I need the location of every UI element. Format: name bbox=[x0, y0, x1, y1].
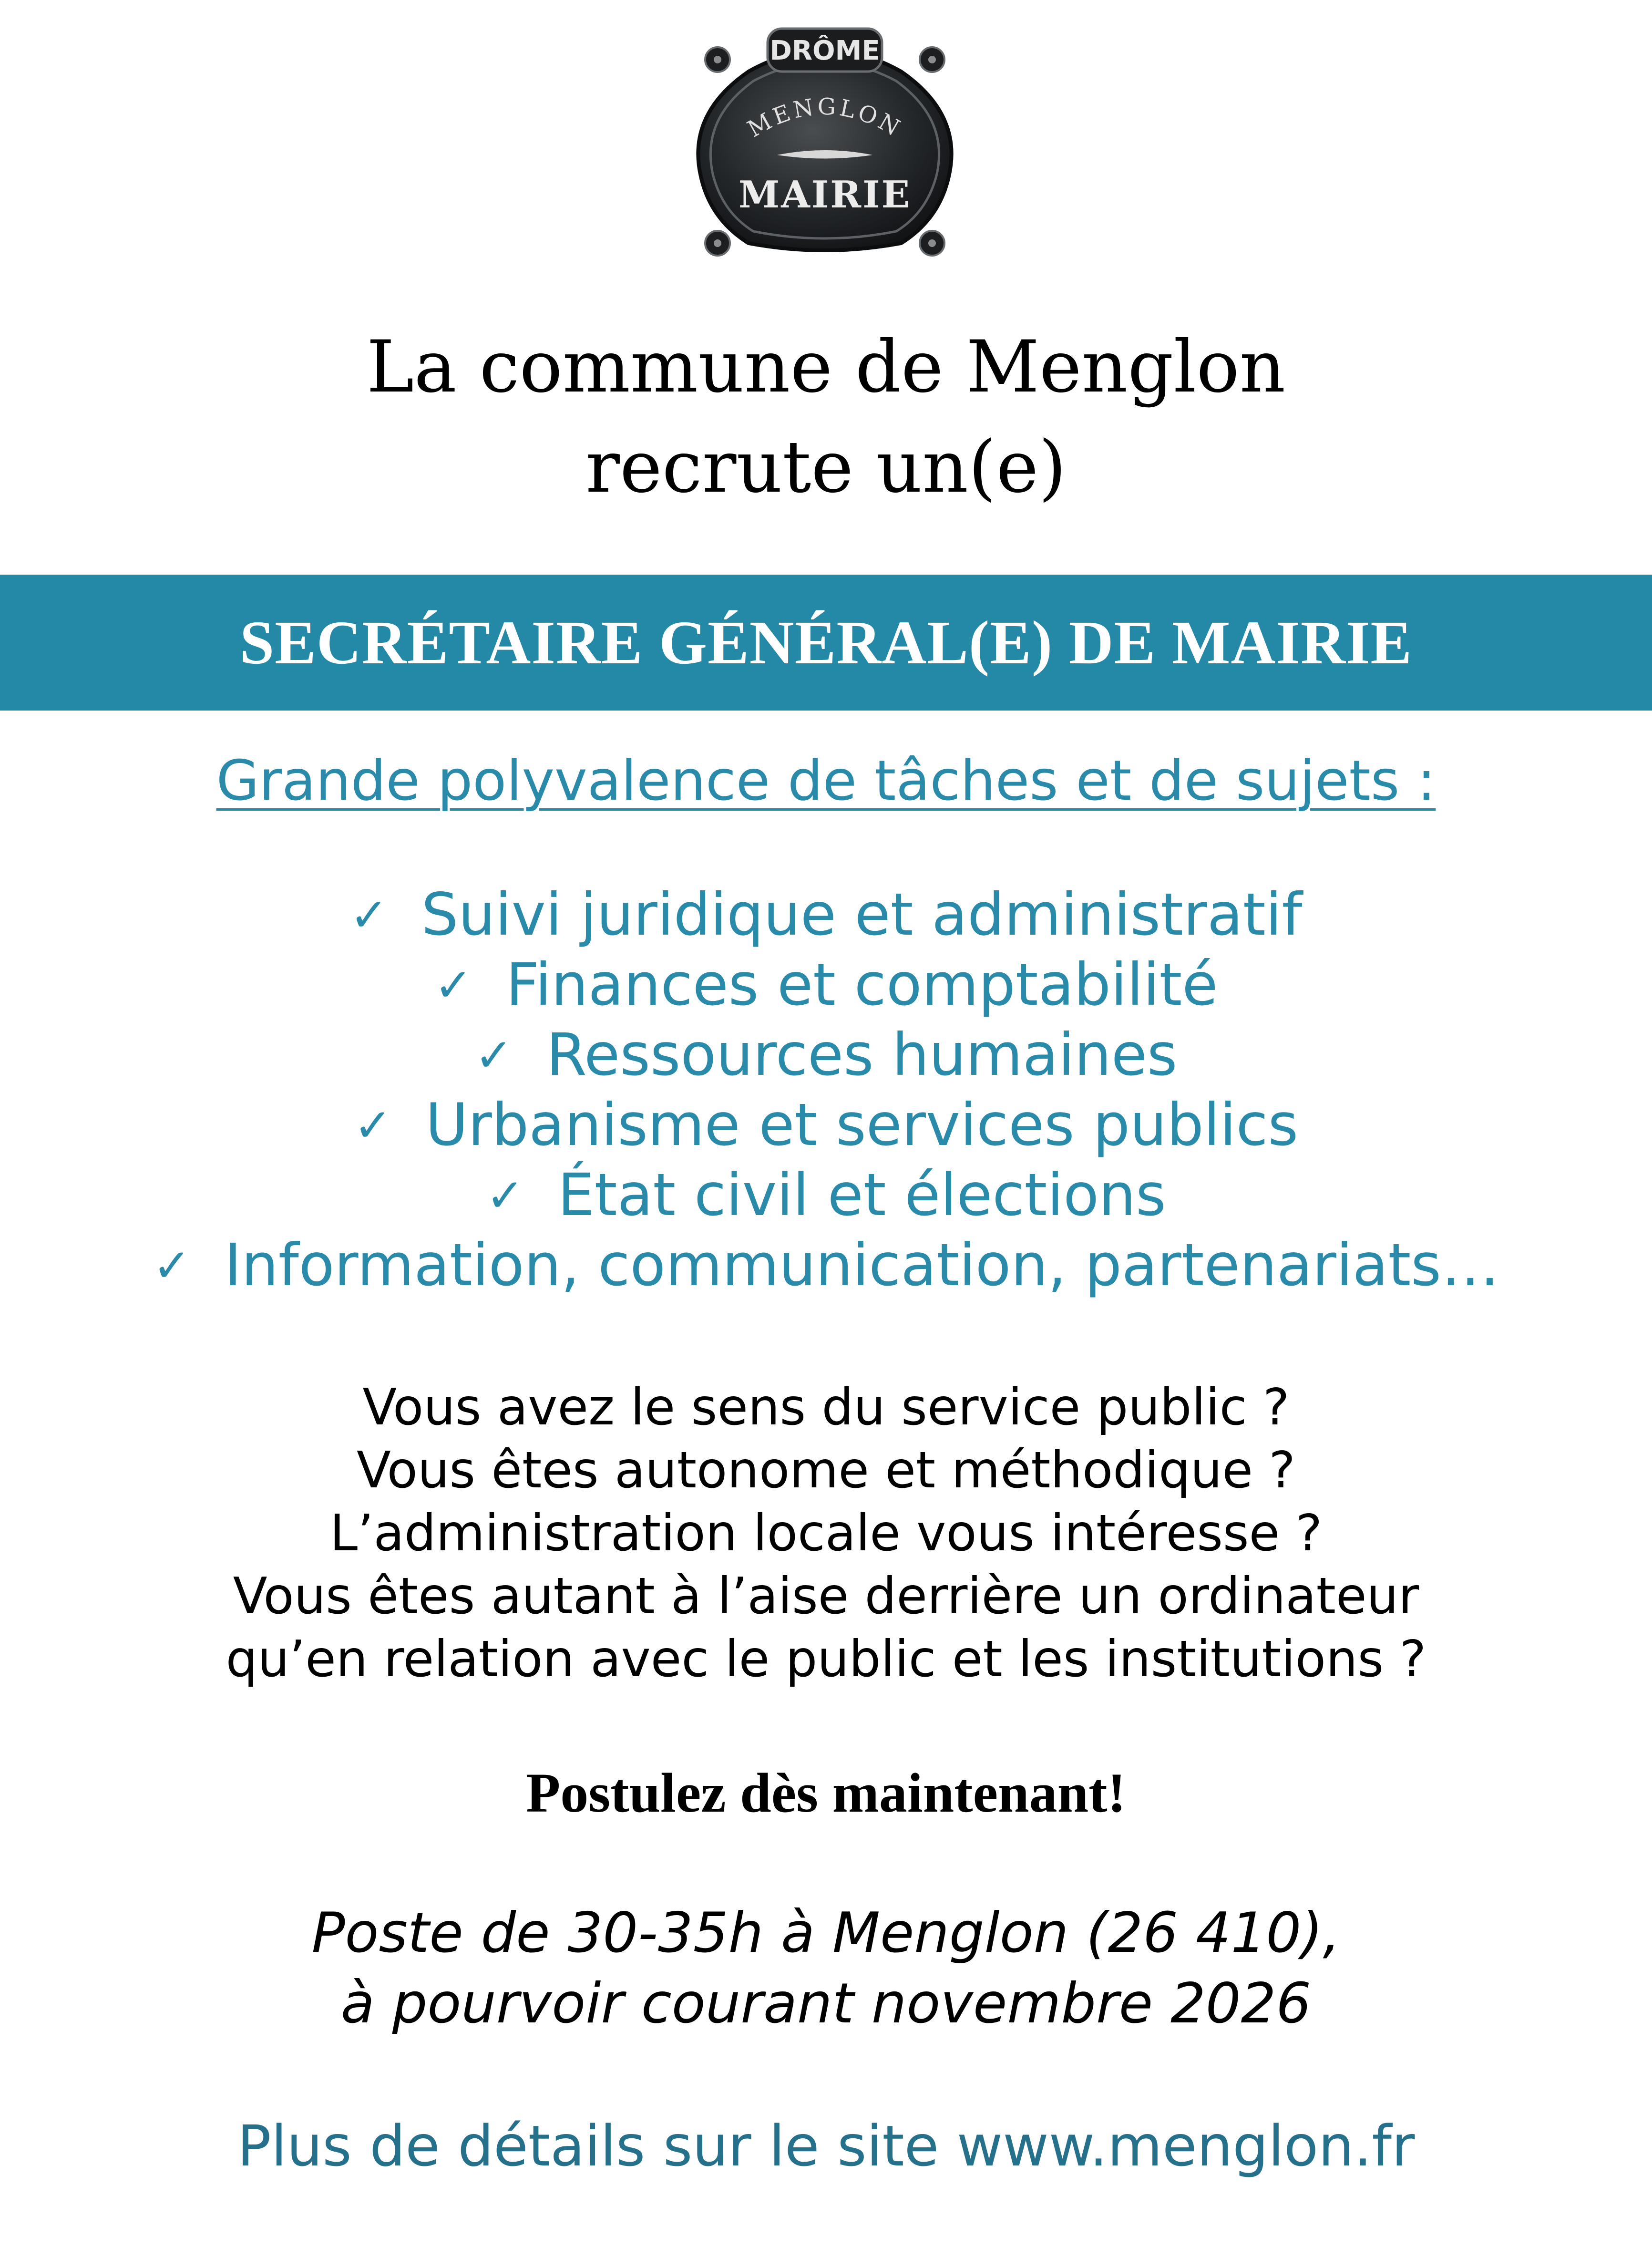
logo-arc-text: MENGLON bbox=[743, 93, 907, 143]
job-title-banner bbox=[0, 575, 1652, 711]
task-item bbox=[0, 1160, 1652, 1230]
question-line: qu’en relation avec le public et les institutions ? bbox=[226, 1630, 1426, 1688]
checkmark-icon: ✓ bbox=[474, 1029, 513, 1082]
headline-line-2: recrute un(e) bbox=[585, 426, 1067, 509]
question-line: Vous êtes autonome et méthodique ? bbox=[356, 1441, 1296, 1499]
task-label: Suivi juridique et administratif bbox=[421, 881, 1303, 948]
question-line: Vous êtes autant à l’aise derrière un ordinateur bbox=[233, 1567, 1419, 1625]
job-title: SECRÉTAIRE GÉNÉRAL(E) DE MAIRIE bbox=[239, 608, 1413, 677]
task-label: Finances et comptabilité bbox=[506, 951, 1218, 1019]
headline-line-1: La commune de Menglon bbox=[366, 326, 1286, 409]
task-item bbox=[0, 1090, 1652, 1160]
task-item bbox=[0, 1230, 1652, 1300]
task-label: Ressources humaines bbox=[546, 1021, 1178, 1089]
details-line-2: à pourvoir courant novembre 2026 bbox=[340, 1971, 1312, 2036]
checkmark-icon: ✓ bbox=[153, 1239, 191, 1292]
task-list bbox=[0, 880, 1652, 1300]
details-line-1: Poste de 30-35h à Menglon (26 410), bbox=[311, 1901, 1341, 1965]
task-label: Information, communication, partenariats… bbox=[224, 1231, 1499, 1299]
question-line: L’administration locale vous intéresse ? bbox=[329, 1504, 1323, 1562]
checkmark-icon: ✓ bbox=[349, 888, 388, 942]
logo-main-text: MAIRIE bbox=[738, 173, 912, 216]
mairie-plaque-logo bbox=[682, 19, 968, 267]
question-line: Vous avez le sens du service public ? bbox=[362, 1378, 1290, 1436]
task-item bbox=[0, 950, 1652, 1020]
tasks-heading: Grande polyvalence de tâches et de sujets : bbox=[216, 749, 1436, 813]
position-details bbox=[0, 1898, 1652, 2039]
call-to-action: Postulez dès maintenant! bbox=[526, 1762, 1126, 1824]
website-info: Plus de détails sur le site www.menglon.fr bbox=[237, 2113, 1415, 2179]
logo-top-text: DRÔME bbox=[770, 35, 880, 66]
task-item bbox=[0, 1020, 1652, 1090]
task-label: État civil et élections bbox=[557, 1161, 1166, 1229]
task-label: Urbanisme et services publics bbox=[425, 1091, 1299, 1159]
task-item bbox=[0, 880, 1652, 950]
questions-block bbox=[0, 1376, 1652, 1691]
checkmark-icon: ✓ bbox=[353, 1099, 392, 1152]
checkmark-icon: ✓ bbox=[486, 1169, 524, 1222]
checkmark-icon: ✓ bbox=[434, 959, 473, 1012]
